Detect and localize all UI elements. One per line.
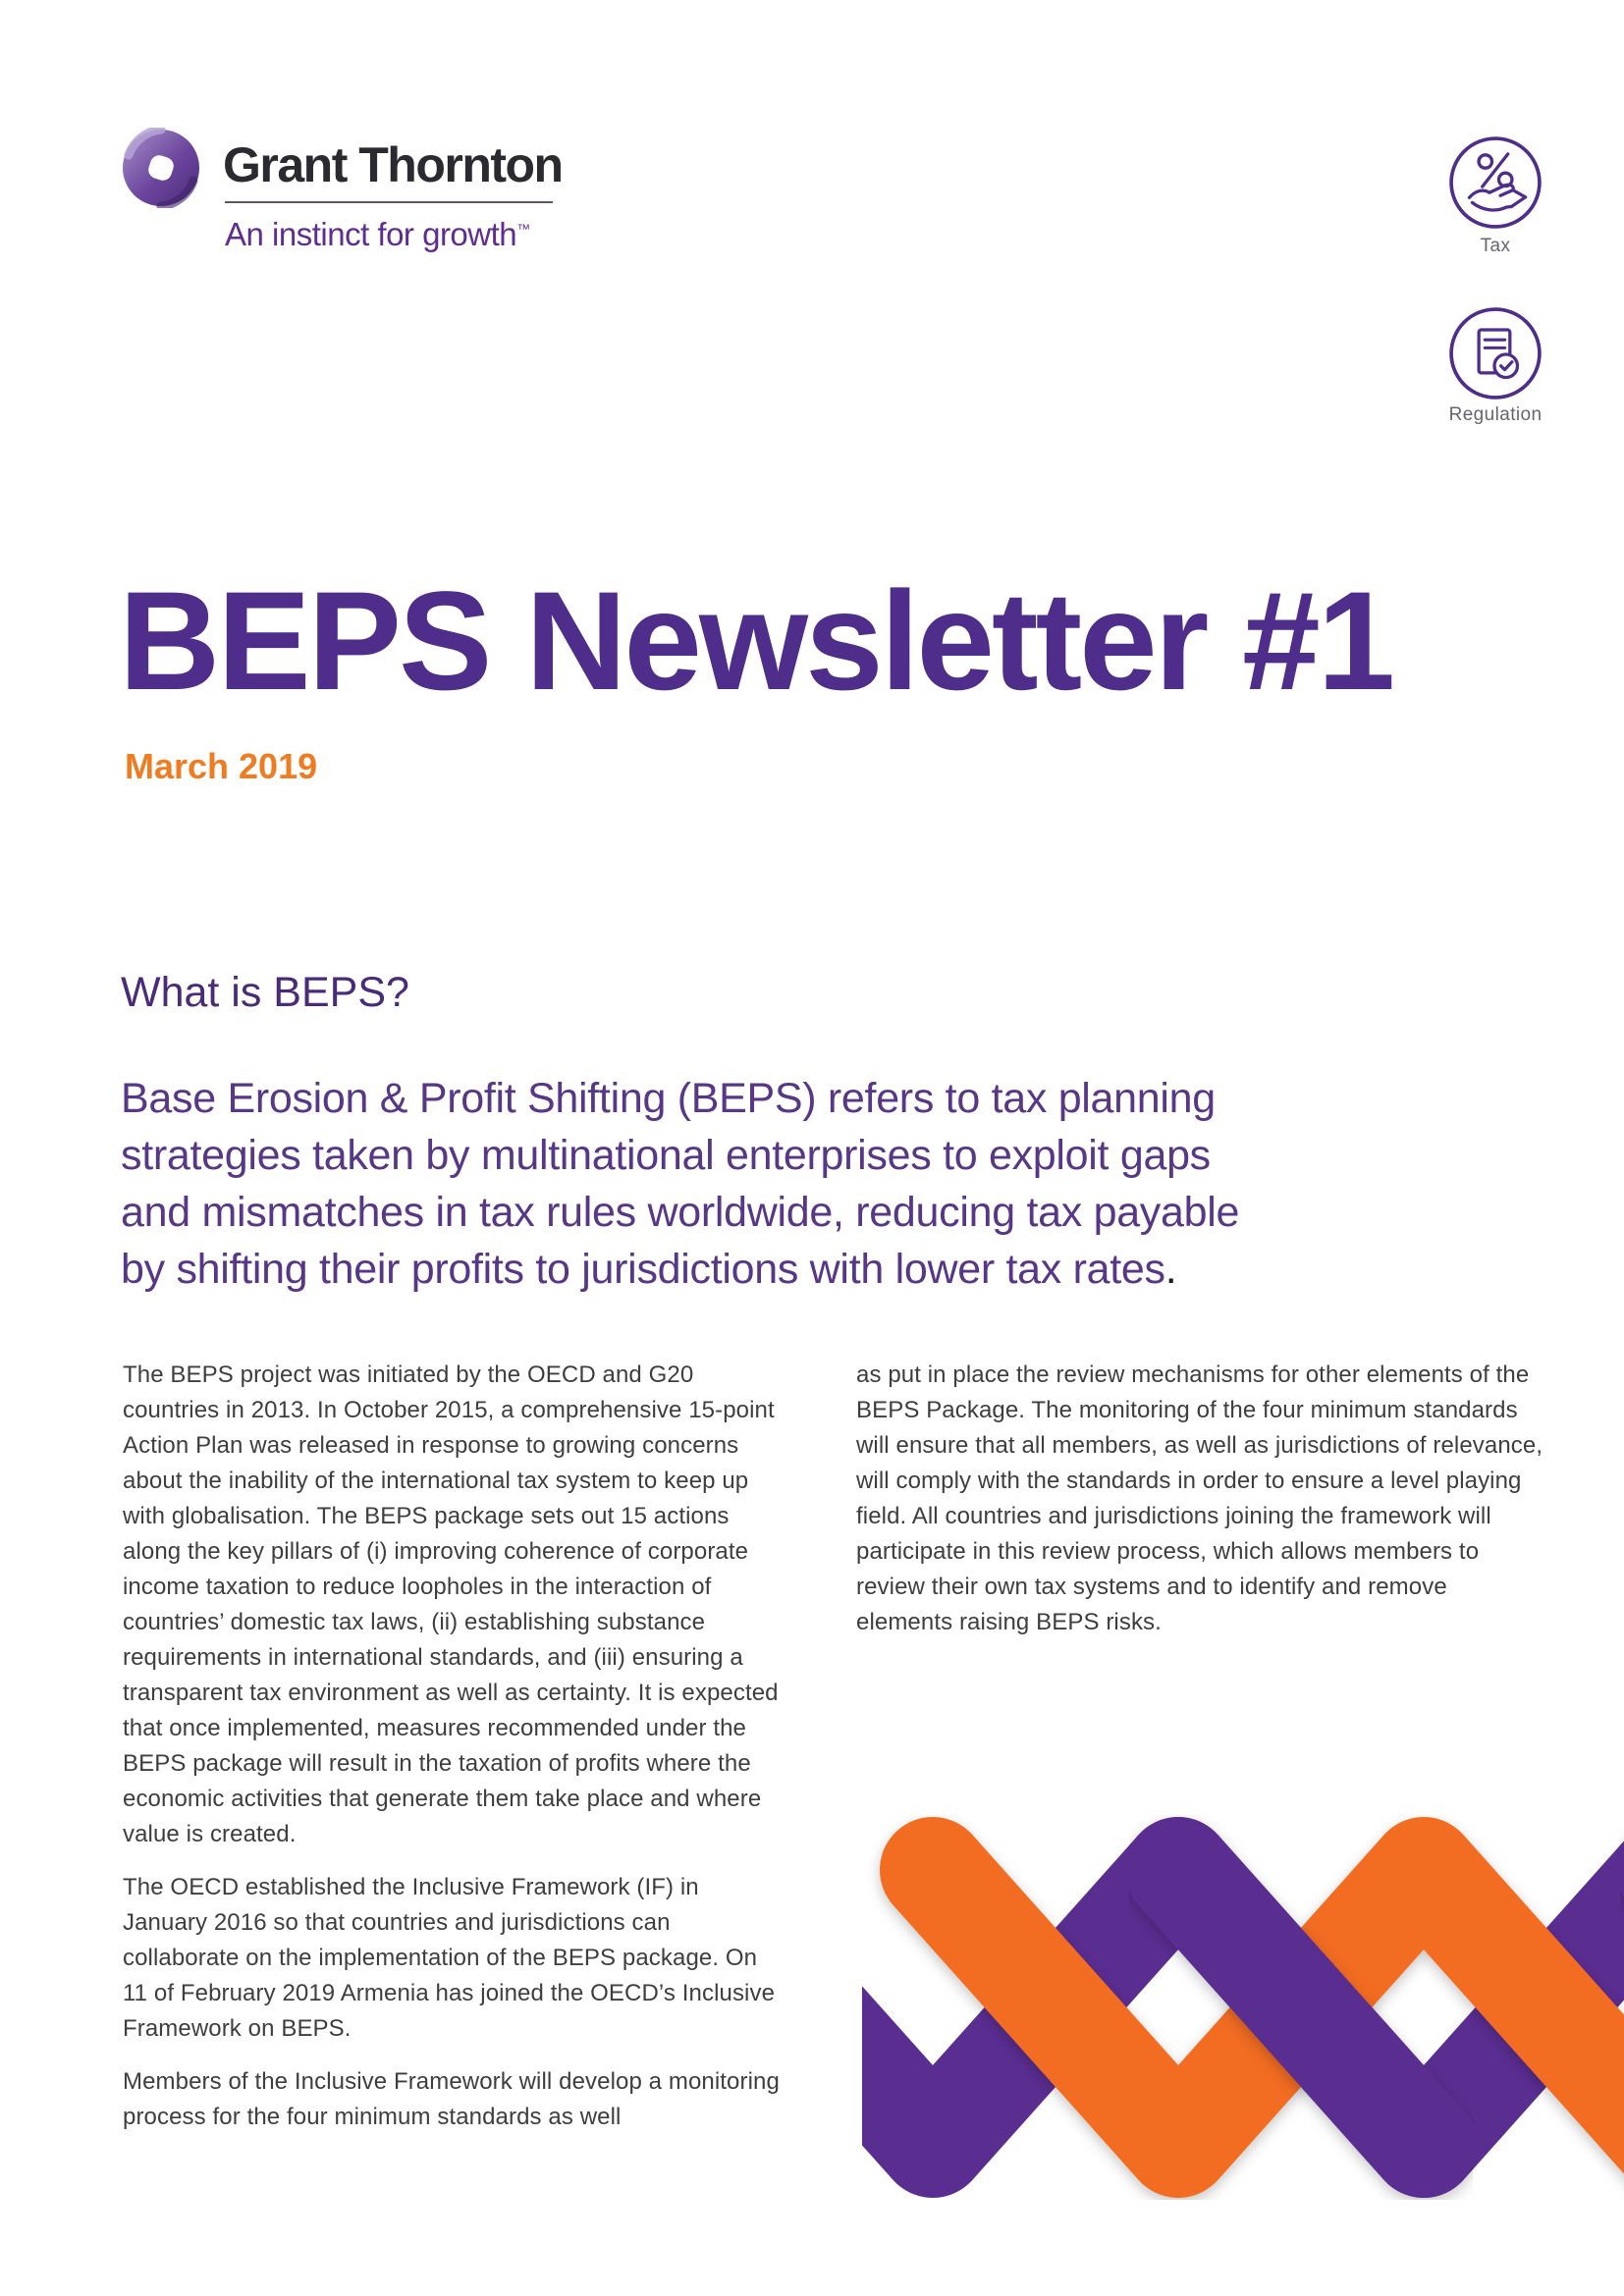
intro-line: Base Erosion & Profit Shifting (BEPS) refers to tax planning [121, 1075, 1216, 1122]
intro-line: and mismatches in tax rules worldwide, reducing tax payable [121, 1189, 1240, 1236]
section-heading: What is BEPS? [121, 969, 409, 1016]
tax-icon [1448, 135, 1543, 230]
regulation-label: Regulation [1448, 404, 1543, 425]
body-paragraph: The BEPS project was initiated by the OECD and G20 countries in 2013. In October 2015, a comprehensive 15-point Action Plan was released in response to growing concerns about the inability of the international tax system to keep up with globalisation. The BEPS package sets out 15 actions along the key pillars of (i) improving coherence of corporate income taxation to reduce loopholes in the interaction of countries’ domestic tax laws, (ii) establishing substance requirements in international standards, and (iii) ensuring a transparent tax environment as well as certainty. It is expected that once implemented, measures recommended under the BEPS package will result in the taxation of profits where the economic activities that generate them take place and where value is created. [123, 1362, 779, 1847]
intro-line: by shifting their profits to jurisdictions with lower tax rates. [121, 1246, 1177, 1293]
tax-label: Tax [1480, 236, 1511, 256]
trademark-symbol: ™ [516, 221, 530, 237]
gt-wordmark: Grant Thornton [223, 137, 563, 192]
intro-paragraph [121, 1070, 1544, 1298]
chevron-weave-graphic [862, 1798, 1624, 2211]
logo-tagline: An instinct for growth™ [225, 216, 530, 252]
body-right-column [856, 1358, 1543, 1658]
logo-divider-rule [225, 201, 553, 203]
page-title: BEPS Newsletter #1 [119, 563, 1393, 720]
body-paragraph: Members of the Inclusive Framework will develop a monitoring process for the four minimum standards as well [123, 2068, 780, 2130]
regulation-icon [1448, 306, 1543, 400]
body-paragraph: The OECD established the Inclusive Framework (IF) in January 2016 so that countries and jurisdictions can collaborate on the implementation of the BEPS package. On 11 of February 2019 Armenia has joined the OECD’s Inclusive Framework on BEPS. [123, 1874, 776, 2042]
gt-swirl-icon [121, 128, 201, 208]
intro-line: strategies taken by multinational enterprises to exploit gaps [121, 1132, 1211, 1179]
body-left-column [123, 1358, 786, 2153]
body-paragraph: as put in place the review mechanisms for other elements of the BEPS Package. The monitoring of the four minimum standards will ensure that all members, as well as jurisdictions of relevance, will comply with the standards in order to ensure a level playing field. All countries and jurisdictions joining the framework will participate in this review process, which allows members to review their own tax systems and to identify and remove elements raising BEPS risks. [856, 1362, 1543, 1635]
issue-date: March 2019 [125, 746, 318, 786]
intro-final-period: . [1164, 1246, 1177, 1293]
